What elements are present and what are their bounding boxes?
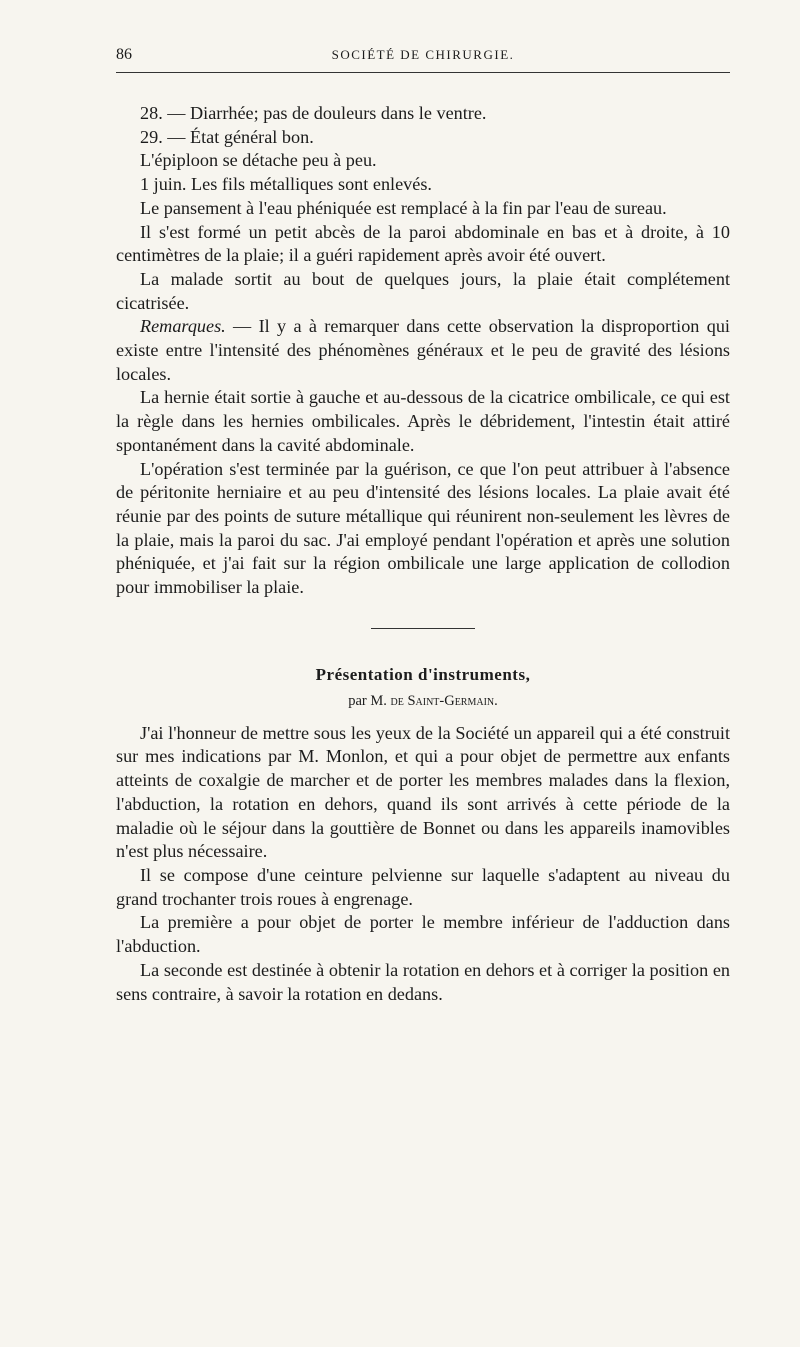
page-number: 86 <box>116 46 132 63</box>
running-title: SOCIÉTÉ DE CHIRURGIE. <box>331 47 515 62</box>
page <box>116 40 730 1006</box>
paragraph: J'ai l'honneur de mettre sous les yeux de la Société un appareil qui a été construit sur mes indications par M. Monlon, et qui a pour objet de permettre aux enfants atteints de coxalgie de marcher et de porter les membres malades dans la flexion, l'abduction, la rotation en dehors, quand ils sont arrivés à cette période de la maladie où le séjour dans la gouttière de Bonnet ou dans les appareils inamovibles n'est plus nécessaire. <box>116 722 730 862</box>
text-body <box>116 102 730 1006</box>
section-byline <box>116 693 730 710</box>
paragraph: La première a pour objet de porter le membre inférieur de l'adduction dans l'abduction. <box>116 912 730 957</box>
paragraph: L'épiploon se détache peu à peu. <box>140 150 377 171</box>
paragraph: 28. — Diarrhée; pas de douleurs dans le ventre. <box>140 103 487 123</box>
paragraph: La seconde est destinée à obtenir la rotation en dehors et à corriger la position en sens contraire, à savoir la rotation en dedans. <box>116 959 730 1004</box>
section-title: Présentation d'instruments, <box>315 664 531 684</box>
paragraph: Il s'est formé un petit abcès de la paroi abdominale en bas et à droite, à 10 centimètres de la plaie; il a guéri rapidement après avoir été ouvert. <box>116 221 730 266</box>
paragraph: La hernie était sortie à gauche et au-dessous de la cicatrice ombilicale, ce qui est la règle dans les hernies ombilicales. Après le débridement, l'intestin était attiré spontanément dans la cavité abdominale. <box>116 387 730 455</box>
paragraph: La malade sortit au bout de quelques jours, la plaie était complétement cicatrisée. <box>116 268 730 313</box>
remarques-lead: Remarques. <box>140 316 226 337</box>
running-header <box>116 40 730 70</box>
paragraph: 29. — État général bon. <box>140 126 314 147</box>
paragraph: Il se compose d'une ceinture pelvienne sur laquelle s'adaptent au niveau du grand trochanter trois roues à engrenage. <box>116 864 730 909</box>
section-divider <box>371 628 475 629</box>
paragraph-remarques <box>116 315 730 386</box>
paragraph: Le pansement à l'eau phéniquée est remplacé à la fin par l'eau de sureau. <box>140 197 667 218</box>
byline-author: de Saint-Germain. <box>390 692 498 709</box>
header-rule <box>116 72 730 73</box>
paragraph: 1 juin. Les fils métalliques sont enlevés. <box>140 174 432 195</box>
remarques-text: — Il y a à remarquer dans cette observation la disproportion qui existe entre l'intensité des phénomènes généraux et le peu de gravité des lésions locales. <box>116 316 730 384</box>
paragraph: L'opération s'est terminée par la guérison, ce que l'on peut attribuer à l'absence de péritonite herniaire et au peu d'intensité des lésions locales. La plaie avait été réunie par des points de suture métallique qui réunirent non-seulement les lèvres de la plaie, mais la paroi du sac. J'ai employé pendant l'opération et après une solution phéniquée, et j'ai fait sur la région ombilicale une large application de collodion pour immobiliser la plaie. <box>116 458 730 598</box>
byline-prefix: par M. <box>348 692 391 709</box>
